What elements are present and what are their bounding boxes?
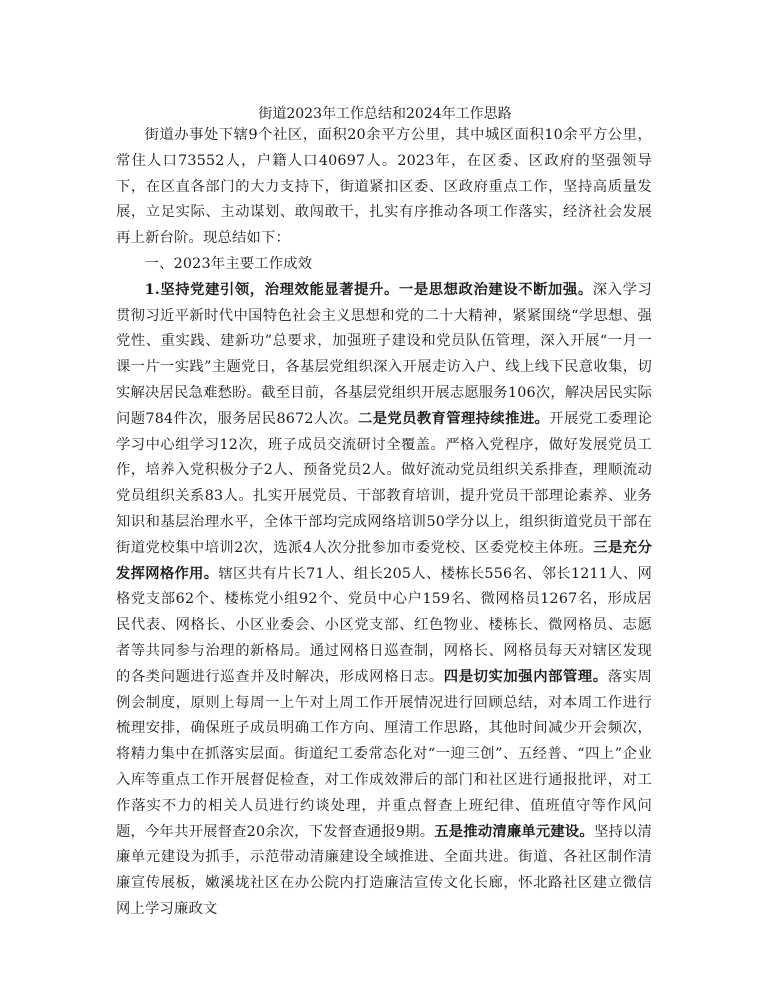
item1-lead: 1.坚持党建引领，治理效能显著提升。 — [144, 281, 399, 298]
point4-text: 落实周例会制度，原则上每周一上午对上周工作开展情况进行回顾总结，对本周工作进行梳理安排，确保班子成员明确工作方向、厘清工作思路，其他时间减少开会频次，将精力集中在抓落实层面。街道纪工委常态化对“一迎三创”、五经普、“四上”企业入库等重点工作开展督促检查，对工作成效滞后的部门和社区进行通报批评，对工作落实不力的相关人员进行约谈处理，并重点督查上班纪律、值班值守等作风问题，今年共开展督查20余次，下发督查通报9期。 — [116, 668, 652, 840]
point4-heading: 四是切实加强内部管理。 — [443, 668, 608, 685]
point3-heading: 三是充分发挥网格作用。 — [116, 539, 652, 582]
point1-heading: 一是思想政治建设不断加强。 — [398, 281, 593, 298]
point3-text: 辖区共有片长71人、组长205人、楼栋长556名、邻长1211人、网格党支部62个、楼栋党小组92个、党员中心户159名、微网格员1267名，形成居民代表、网格长、小区业委会、小区党支部、红色物业、楼栋长、微网格员、志愿者等共同参与治理的新格局。通过网格日巡查制，网格长、网格员每天对辖区发现的各类问题进行巡查并及时解决，形成网格日志。 — [116, 565, 652, 685]
page-title: 街道2023年工作总结和2024年工作思路 — [258, 106, 512, 122]
item1-paragraph — [116, 278, 652, 923]
point5-text: 坚持以清廉单元建设为抓手，示范带动清廉建设全域推进、全面共进。街道、各社区制作清廉宣传展板，嫩溪垅社区在办公院内打造廉洁宣传文化长廊，怀北路社区建立微信网上学习廉政文 — [116, 823, 652, 917]
point2-heading: 二是党员教育管理持续推进。 — [358, 410, 550, 427]
point5-heading: 五是推动清廉单元建设。 — [434, 823, 594, 840]
section-heading: 一、2023年主要工作成效 — [144, 255, 313, 272]
point1-text: 深入学习贯彻习近平新时代中国特色社会主义思想和党的二十大精神，紧紧围绕“学思想、强党性、重实践、建新功”总要求，加强班子建设和党员队伍管理，深入开展“一月一课一片一实践”主题党日，各基层党组织深入开展走访入户、线上线下民意收集，切实解决居民急难愁盼。截至目前，各基层党组织开展志愿服务106次，解决居民实际问题784件次，服务居民8672人次。 — [116, 281, 652, 427]
document-body — [116, 123, 652, 923]
point2-text: 开展党工委理论学习中心组学习12次，班子成员交流研讨全覆盖。严格入党程序，做好发展党员工作，培养入党积极分子2人、预备党员2人。做好流动党员组织关系排查，理顺流动党员组织关系83人。扎实开展党员、干部教育培训，提升党员干部理论素养、业务知识和基层治理水平，全体干部均完成网络培训50学分以上，组织街道党员干部在街道党校集中培训2次，选派4人次分批参加市委党校、区委党校主体班。 — [116, 410, 652, 556]
intro-paragraph: 街道办事处下辖9个社区，面积20余平方公里，其中城区面积10余平方公里，常住人口73552人，户籍人口40697人。2023年，在区委、区政府的坚强领导下，在区直各部门的大力支持下，街道紧扣区委、区政府重点工作，坚持高质量发展，立足实际、主动谋划、敢闯敢干，扎实有序推动各项工作落实，经济社会发展再上新台阶。现总结如下： — [116, 127, 652, 247]
